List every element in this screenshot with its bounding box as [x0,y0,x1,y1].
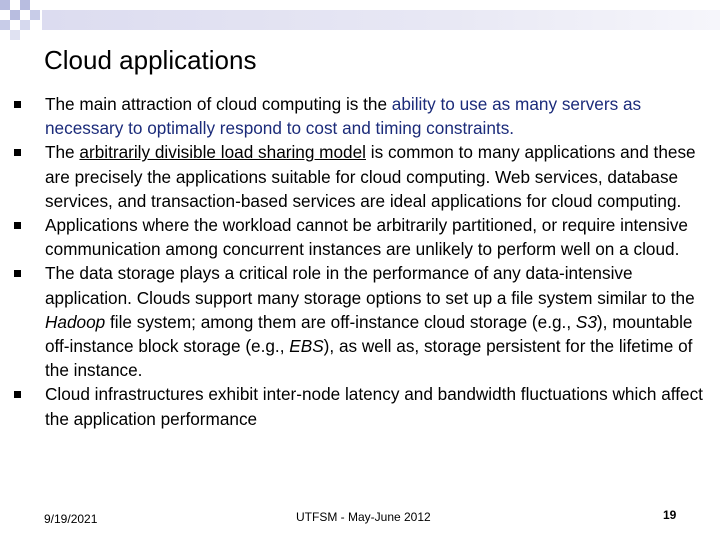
footer-course: UTFSM - May-June 2012 [296,510,431,524]
list-item: Cloud infrastructures exhibit inter-node latency and bandwidth fluctuations which affect the application performance [14,382,712,430]
highlighted-text: ability to use as many servers as necessary to optimally respond to cost and timing constraints. [45,94,642,139]
italic-text: Hadoop [45,311,106,332]
list-item: The arbitrarily divisible load sharing model is common to many applications and these are precisely the applications suitable for cloud computing. Web services, database services, and transaction-based services are ideal applications for cloud computing. [14,140,712,213]
square-bullet-icon [14,270,21,277]
bullet-list [14,92,712,431]
page-number: 19 [663,508,677,522]
list-item: Applications where the workload cannot be arbitrarily partitioned, or require intensive communication among concurrent instances are unlikely to perform well on a cloud. [14,213,712,261]
list-item: The data storage plays a critical role in the performance of any data-intensive application. Clouds support many storage options to set up a file system similar to the Hadoop file system; among them are off-instance cloud storage (e.g., S3), mountable off-instance block storage (e.g., EBS), as well as, storage persistent for the lifetime of the instance. [14,261,712,382]
square-bullet-icon [14,391,21,398]
italic-text: S3 [575,311,597,332]
underlined-text: arbitrarily divisible load sharing model [79,142,366,163]
square-bullet-icon [14,149,21,156]
footer-date: 9/19/2021 [44,512,98,526]
slide-title: Cloud applications [44,45,257,75]
italic-text: EBS [289,336,324,357]
decorative-top-bar [42,10,720,30]
square-bullet-icon [14,222,21,229]
list-item: The main attraction of cloud computing is the ability to use as many servers as necessary to optimally respond to cost and timing constraints. [14,92,712,140]
square-bullet-icon [14,101,21,108]
